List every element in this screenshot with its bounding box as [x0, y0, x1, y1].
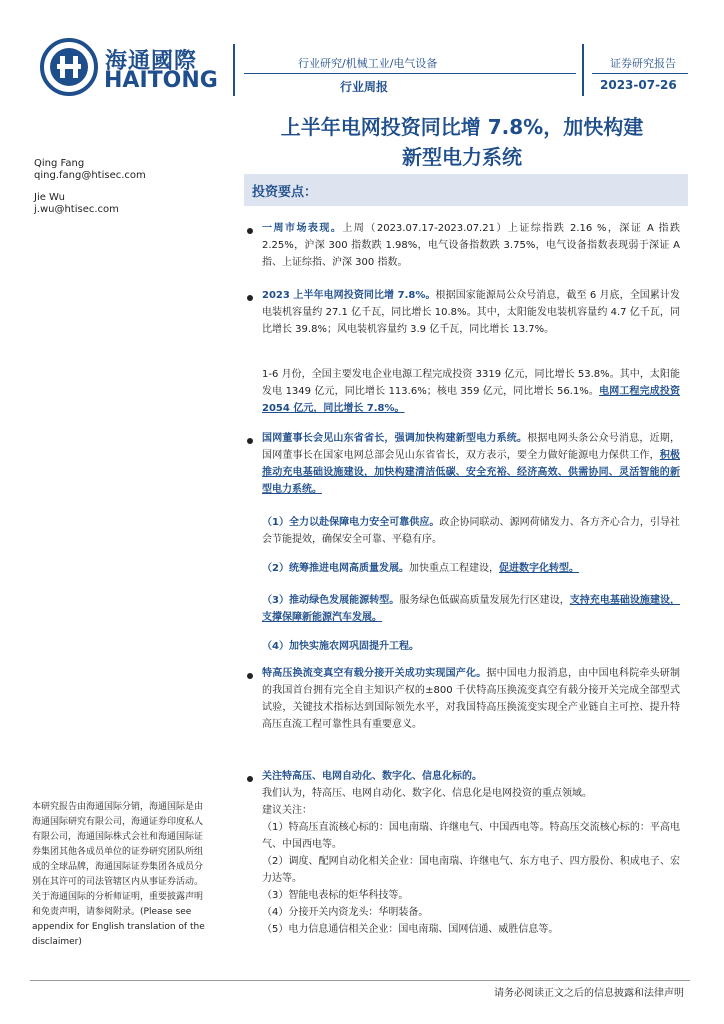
recommend-line: （5）电力信息通信相关企业：国电南瑞、国网信通、威胜信息等。	[262, 924, 559, 935]
section-heading: 2023 上半年电网投资同比增 7.8%。	[262, 290, 436, 301]
logo-english-name: HAITONG	[104, 68, 218, 93]
section-body: 据中国电力报消息，由中国电科院牵头研制的我国首台拥有完全自主知识产权的±800 千伏特高压换流变真空有载分接开关完成全部型式试验，关键技术指标达到国际领先水平，对我国特高压换流变实现全产业链自主可控、提升特高压直流工程可靠性具有重要意义。	[262, 668, 681, 730]
section-item-2	[262, 560, 680, 577]
section-uhv-switch	[262, 665, 680, 733]
bullet-icon	[247, 438, 253, 444]
section-highlight: 电网工程完成投资 2054 亿元，同比增长 7.8%。	[262, 386, 681, 414]
report-kind: 证券研究报告	[610, 57, 676, 70]
section-body: 上周（2023.07.17-2023.07.21）上证综指跌 2.16 %，深证 A 指跌 2.25%，沪深 300 指数跌 1.98%，电气设备指数跌 3.75%，电气设备指数表现弱于深证 A 指、上证综指、沪深 300 指数。	[262, 223, 681, 268]
section-heading: 关注特高压、电网自动化、数字化、信息化标的。	[262, 771, 482, 782]
item-body: 服务绿色低碳高质量发展先行区建设，	[399, 595, 570, 606]
section-body: 根据电网头条公众号消息，近期，国网董事长在国家电网总部会见山东省省长，双方表示，要全力做好能源电力保供工作，	[262, 433, 681, 461]
section-body: 1-6 月份，全国主要发电企业电源工程完成投资 3319 亿元，同比增长 53.8%。其中，太阳能发电 1349 亿元，同比增长 113.6%；核电 359 亿元，同比增长 56.1%。	[262, 369, 680, 397]
section-market	[262, 220, 680, 271]
item-heading: （3）推动绿色发展能源转型。	[262, 595, 400, 606]
report-type: 行业周报	[340, 80, 389, 94]
report-date: 2023-07-26	[600, 78, 677, 92]
section-item-1	[262, 514, 680, 548]
section-grid-investment-p2	[262, 366, 680, 417]
page-title-line2: 新型电力系统	[402, 145, 522, 169]
section-new-power-system	[262, 430, 680, 498]
recommend-line: （2）调度、配网自动化相关企业：国电南瑞、许继电气、东方电子、四方股份、积成电子、宏力达等。	[262, 856, 680, 884]
section-item-3	[262, 592, 680, 626]
item-highlight: 促进数字化转型。	[498, 563, 579, 574]
haitong-logo-icon	[40, 38, 98, 96]
item-body: 政企协同联动、源网荷储发力、各方齐心合力，引导社会节能提效，确保安全可靠、平稳有序。	[262, 517, 681, 545]
recommend-line: （1）特高压直流核心标的：国电南瑞、许继电气、中国西电等。特高压交流核心标的：平高电气、中国西电等。	[262, 822, 680, 850]
author-name: Qing Fang	[34, 158, 85, 169]
header-rule-right	[592, 73, 688, 74]
item-heading: （1）全力以赴保障电力安全可靠供应。	[262, 517, 440, 528]
summary-title: 投资要点：	[252, 185, 318, 200]
section-heading: 国网董事长会见山东省省长，强调加快构建新型电力系统。	[262, 433, 528, 444]
section-highlight: 积极推动充电基础设施建设，加快构建清洁低碳、安全充裕、经济高效、供需协同、灵活智能的新型电力系统。	[262, 450, 681, 495]
author-name: Jie Wu	[34, 192, 65, 203]
recommend-line: （3）智能电表标的炬华科技等。	[262, 890, 409, 901]
disclaimer-text: 本研究报告由海通国际分销，海通国际是由海通国际研究有限公司，海通证券印度私人有限公司，海通国际株式会社和海通国际证券集团其他各成员单位的证券研究团队所组成的全球品牌，海通国际证券集团各成员分别在其许可的司法管辖区内从事证券活动。关于海通国际的分析师证明，重要披露声明和免责声明，请参阅附录。(Please see appendix for English translation of the disclaimer)	[32, 802, 205, 947]
logo-chinese-name: 海通國際	[105, 49, 198, 74]
item-highlight: 支持充电基础设施建设，支撑保障新能源汽车发展。	[262, 595, 681, 623]
item-body: 加快重点工程建设，	[408, 563, 499, 574]
author-email[interactable]: j.wu@htisec.com	[34, 204, 119, 215]
section-item-4	[262, 638, 680, 655]
footer-note: 请务必阅读正文之后的信息披露和法律声明	[494, 988, 684, 999]
header-rule	[244, 73, 576, 74]
recommend-line: 我们认为，特高压、电网自动化、数字化、信息化是电网投资的重点领域。	[262, 788, 592, 799]
bullet-icon	[247, 295, 253, 301]
recommend-line: 建议关注：	[262, 805, 312, 816]
footer-rule	[30, 980, 690, 981]
bullet-icon	[247, 776, 253, 782]
section-body: 根据国家能源局公众号消息，截至 6 月底，全国累计发电装机容量约 27.1 亿千瓦，同比增长 10.8%。其中，太阳能发电装机容量约 4.7 亿千瓦，同比增长 39.8%；风电装机容量约 3.9 亿千瓦，同比增长 13.7%。	[262, 290, 680, 335]
section-grid-investment	[262, 287, 680, 338]
section-heading: 一周市场表现。	[262, 223, 343, 234]
page-title-line1: 上半年电网投资同比增 7.8%，加快构建	[280, 115, 644, 139]
bullet-icon	[247, 228, 253, 234]
recommend-line: （4）分接开关内资龙头：华明装备。	[262, 907, 429, 918]
item-heading: （2）统筹推进电网高质量发展。	[262, 563, 409, 574]
header-divider-right	[582, 44, 584, 96]
author-email[interactable]: qing.fang@htisec.com	[34, 170, 146, 181]
breadcrumb: 行业研究/机械工业/电气设备	[298, 57, 438, 70]
section-recommendations	[262, 768, 680, 938]
bullet-icon	[247, 673, 253, 679]
item-heading: （4）加快实施农网巩固提升工程。	[262, 641, 419, 652]
header-divider	[233, 44, 235, 96]
section-heading: 特高压换流变真空有载分接开关成功实现国产化。	[262, 668, 487, 679]
